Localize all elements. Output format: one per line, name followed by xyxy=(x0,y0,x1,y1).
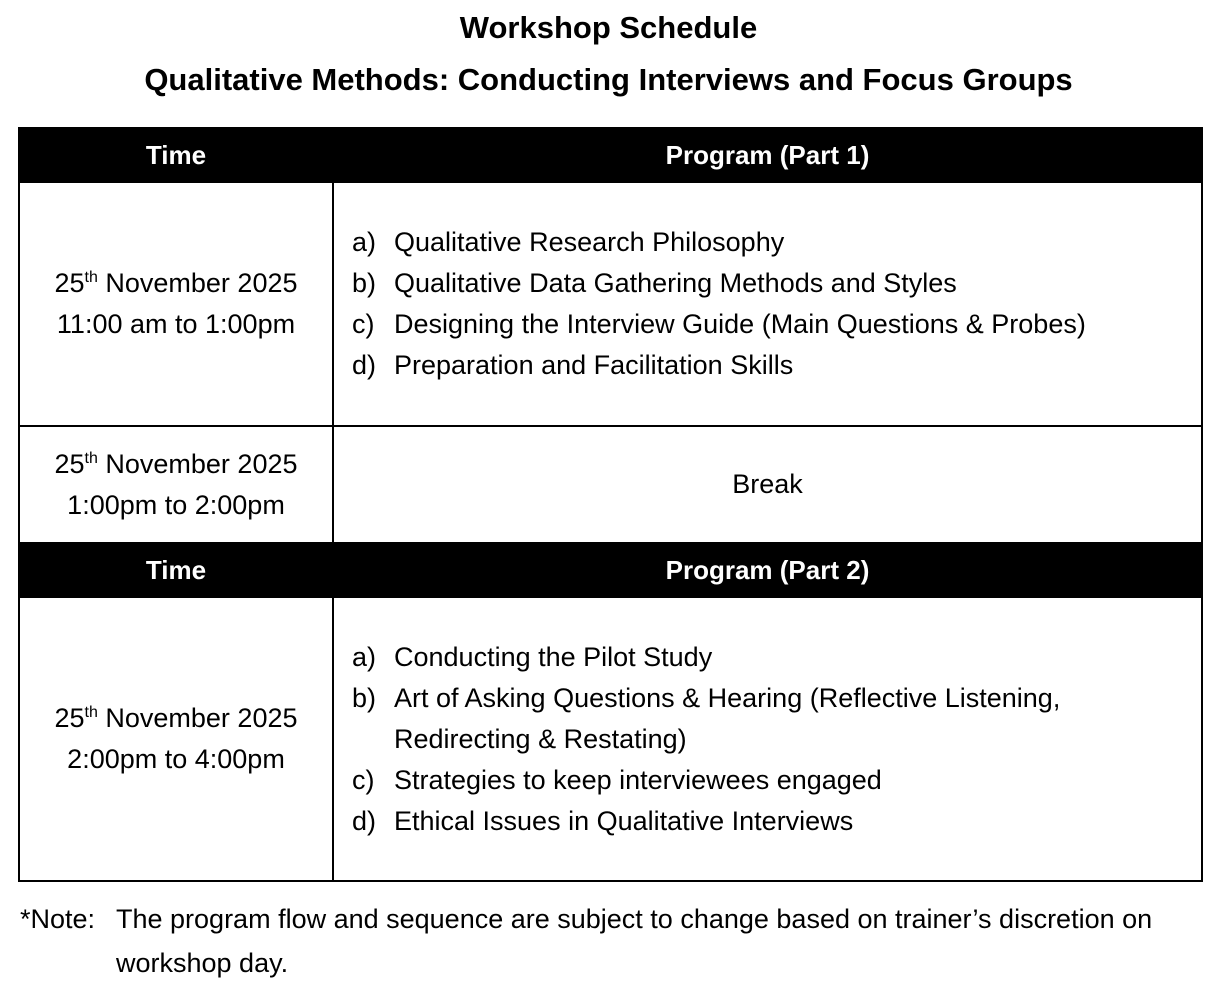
list-item: b) Qualitative Data Gathering Methods and Styles xyxy=(352,268,957,298)
list-item: c) Designing the Interview Guide (Main Questions & Probes) xyxy=(352,309,1086,339)
program-part2-header: Program (Part 2) xyxy=(333,543,1202,597)
break-date: 25th November 2025 xyxy=(54,448,298,479)
break-hours: 1:00pm to 2:00pm xyxy=(67,489,285,520)
session2-row xyxy=(19,597,1202,881)
break-row xyxy=(19,426,1202,543)
page-title: Workshop Schedule xyxy=(459,10,758,45)
session2-date: 25th November 2025 xyxy=(54,703,298,733)
schedule-table xyxy=(18,127,1203,882)
session1-row xyxy=(19,182,1202,426)
session2-time xyxy=(19,597,333,881)
session1-topic-list xyxy=(334,222,1201,386)
time-column-header: Time xyxy=(19,543,333,597)
session2-hours: 2:00pm to 4:00pm xyxy=(67,744,285,774)
list-item: a) Qualitative Research Philosophy xyxy=(352,227,785,257)
break-label: Break xyxy=(333,426,1202,543)
page-subtitle: Qualitative Methods: Conducting Interviews and Focus Groups xyxy=(144,62,1073,97)
part2-header-row xyxy=(19,543,1202,597)
footnote xyxy=(20,897,1200,985)
break-time xyxy=(19,426,333,543)
list-item: d) Ethical Issues in Qualitative Interviews xyxy=(352,805,854,836)
footnote-text: The program flow and sequence are subject to change based on trainer’s discretion on workshop day. xyxy=(116,904,1153,978)
session1-time xyxy=(19,182,333,426)
session1-date: 25th November 2025 xyxy=(54,268,298,298)
session1-hours: 11:00 am to 1:00pm xyxy=(56,309,296,339)
time-column-header: Time xyxy=(19,128,333,182)
session2-program xyxy=(333,597,1202,881)
part1-header-row xyxy=(19,128,1202,182)
session2-topic-list xyxy=(334,637,1201,842)
program-part1-header: Program (Part 1) xyxy=(333,128,1202,182)
list-item: d) Preparation and Facilitation Skills xyxy=(352,350,794,380)
list-item: c) Strategies to keep interviewees engaged xyxy=(352,764,882,795)
list-item: b) Art of Asking Questions & Hearing (Reflective Listening, Redirecting & Restating) xyxy=(352,682,1061,754)
footnote-label: *Note: xyxy=(20,904,96,934)
list-item: a) Conducting the Pilot Study xyxy=(352,641,713,672)
session1-program xyxy=(333,182,1202,426)
